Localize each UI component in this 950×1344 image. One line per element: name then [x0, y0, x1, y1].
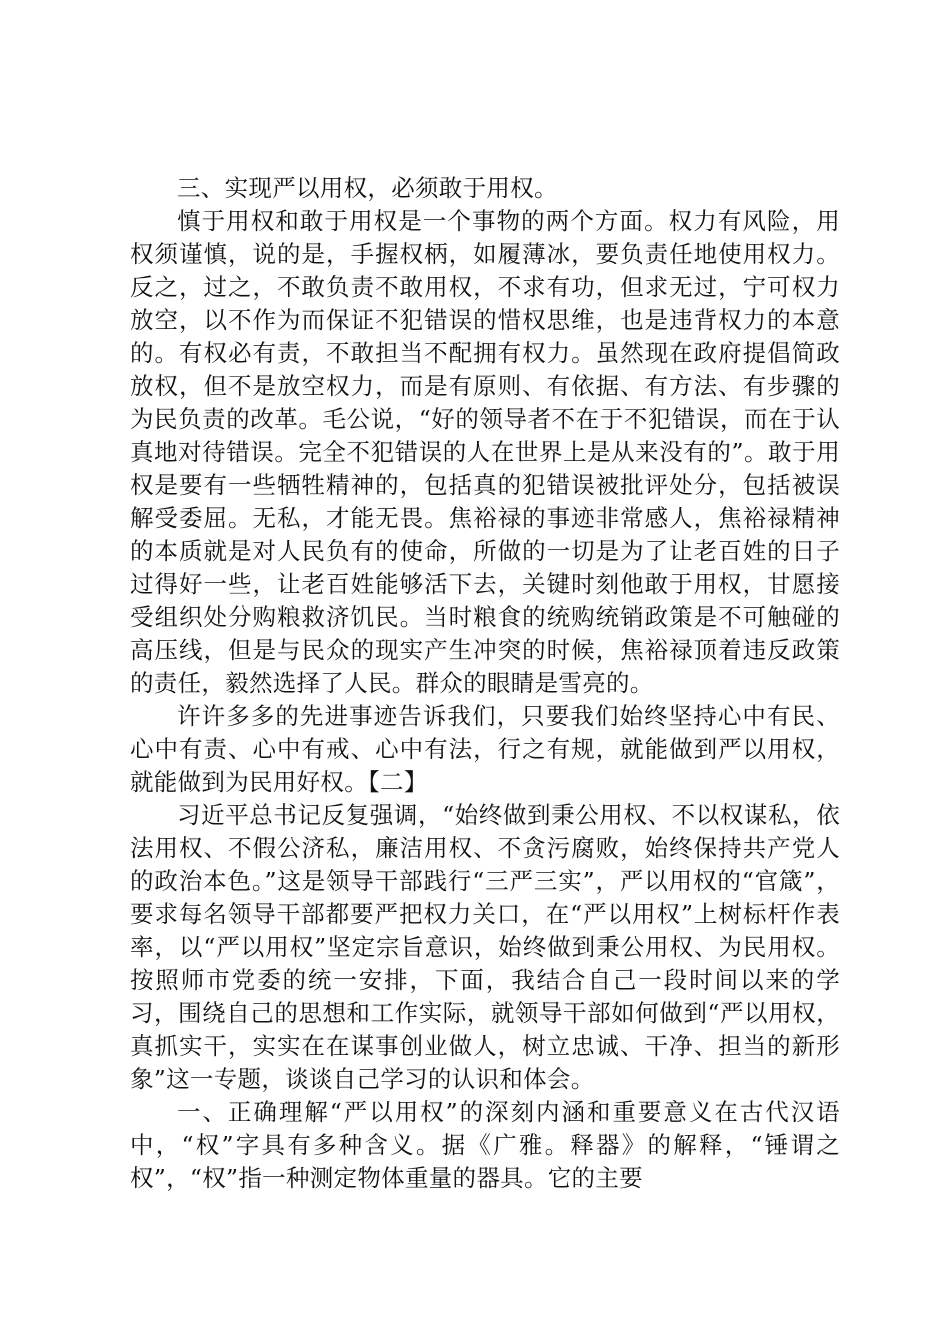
section-heading-3: 三、实现严以用权，必须敢于用权。: [177, 174, 558, 202]
paragraph-xi-emphasis: 习近平总书记反复强调，“始终做到秉公用权、不以权谋私，依法用权、不假公济私，廉洁用权、不贪污腐败，始终保持共产党人的政治本色。”这是领导干部践行“三严三实”，严以用权的“官箴”，要求每名领导干部都要严把权力关口，在“严以用权”上树标杆作表率，以“严以用权”坚定宗旨意识，始终做到秉公用权、为民用权。按照师市党委的统一安排，下面，我结合自己一段时间以来的学习，围绕自己的思想和工作实际，就领导干部如何做到“严以用权，真抓实干，实实在在谋事创业做人，树立忠诚、干净、担当的新形象”这一专题，谈谈自己学习的认识和体会。: [130, 801, 840, 1093]
paragraph-section-1-meaning: 一、正确理解“严以用权”的深刻内涵和重要意义在古代汉语中，“权”字具有多种含义。据《广雅。释器》的解释，“锤谓之权”，“权”指一种测定物体重量的器具。它的主要: [130, 1098, 840, 1192]
paragraph-courage-to-use-power: 慎于用权和敢于用权是一个事物的两个方面。权力有风险，用权须谨慎，说的是，手握权柄，如履薄冰，要负责任地使用权力。反之，过之，不敢负责不敢用权，不求有功，但求无过，宁可权力放空，以不作为而保证不犯错误的惜权思维，也是违背权力的本意的。有权必有责，不敢担当不配拥有权力。虽然现在政府提倡简政放权，但不是放空权力，而是有原则、有依据、有方法、有步骤的为民负责的改革。毛公说，“好的领导者不在于不犯错误，而在于认真地对待错误。完全不犯错误的人在世界上是从来没有的”。敢于用权是要有一些牺牲精神的，包括真的犯错误被批评处分，包括被误解受委屈。无私，才能无畏。焦裕禄的事迹非常感人，焦裕禄精神的本质就是对人民负有的使命，所做的一切是为了让老百姓的日子过得好一些，让老百姓能够活下去，关键时刻他敢于用权，甘愿接受组织处分购粮救济饥民。当时粮食的统购统销政策是不可触碰的高压线，但是与民众的现实产生冲突的时候，焦裕禄顶着违反政策的责任，毅然选择了人民。群众的眼睛是雪亮的。: [130, 207, 840, 697]
document-body: [130, 172, 840, 1195]
paragraph-advanced-examples: 许许多多的先进事迹告诉我们，只要我们始终坚持心中有民、心中有责、心中有戒、心中有法，行之有规，就能做到严以用权，就能做到为民用好权。【二】: [130, 702, 840, 796]
